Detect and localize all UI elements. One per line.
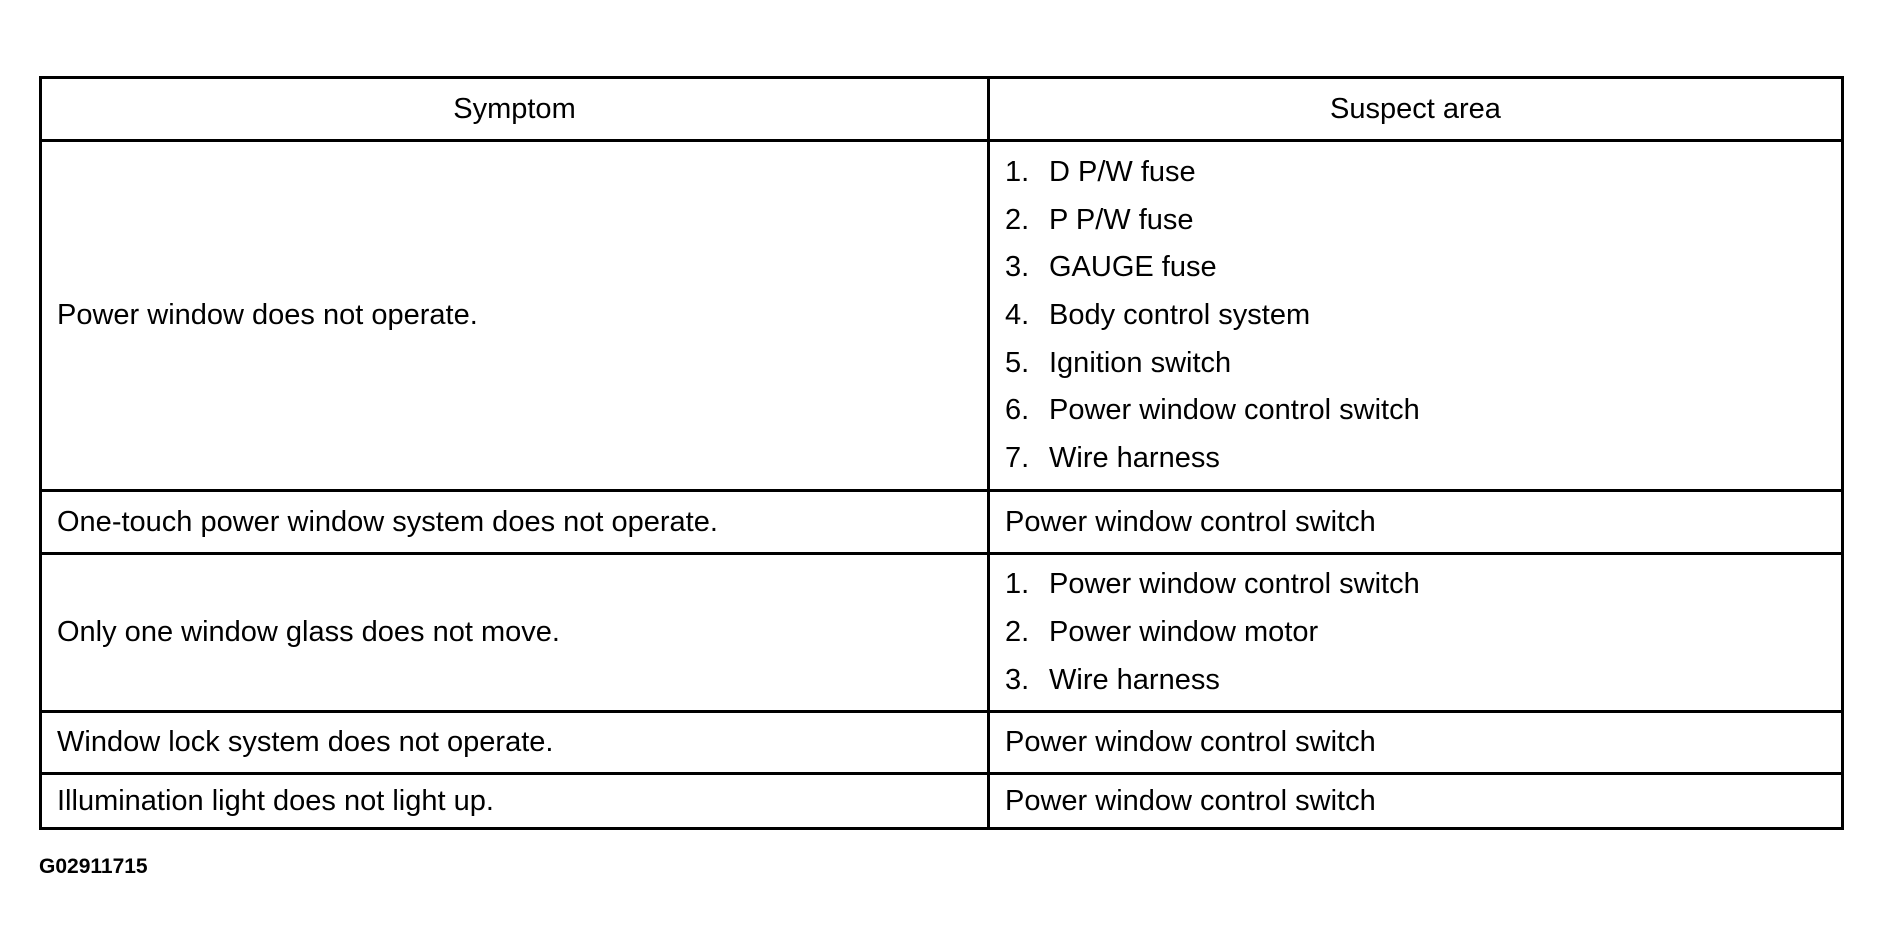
figure-id: G02911715 (39, 855, 148, 878)
table-row (42, 555, 1841, 713)
suspect-cell (990, 142, 1841, 489)
list-item: 1. Power window control switch (1005, 568, 1420, 601)
table-header-row (42, 79, 1841, 142)
symptom-cell: Illumination light does not light up. (57, 784, 494, 817)
list-item: 4. Body control system (1005, 299, 1311, 331)
suspect-cell: Power window control switch (1005, 784, 1376, 817)
header-suspect-area: Suspect area (1330, 92, 1501, 125)
list-item: 3. GAUGE fuse (1005, 251, 1217, 284)
suspect-cell (990, 555, 1841, 710)
list-item: 2. P P/W fuse (1005, 203, 1194, 236)
troubleshooting-table (39, 76, 1844, 830)
suspect-list (1005, 561, 1420, 704)
symptom-cell: Power window does not operate. (57, 299, 478, 331)
symptom-cell: One-touch power window system does not operate. (57, 505, 718, 538)
list-item: 5. Ignition switch (1005, 346, 1232, 379)
suspect-cell: Power window control switch (1005, 505, 1376, 538)
table-row (42, 142, 1841, 492)
header-symptom: Symptom (453, 92, 576, 125)
list-item: 3. Wire harness (1005, 663, 1220, 696)
suspect-list (1005, 149, 1420, 482)
table-row (42, 775, 1841, 827)
table-row (42, 713, 1841, 775)
list-item: 6. Power window control switch (1005, 394, 1420, 427)
list-item: 1. D P/W fuse (1005, 156, 1196, 189)
symptom-cell: Window lock system does not operate. (57, 726, 554, 758)
table-row (42, 492, 1841, 555)
suspect-cell: Power window control switch (1005, 726, 1376, 758)
list-item: 7. Wire harness (1005, 441, 1220, 474)
list-item: 2. Power window motor (1005, 616, 1319, 648)
symptom-cell: Only one window glass does not move. (57, 616, 560, 648)
